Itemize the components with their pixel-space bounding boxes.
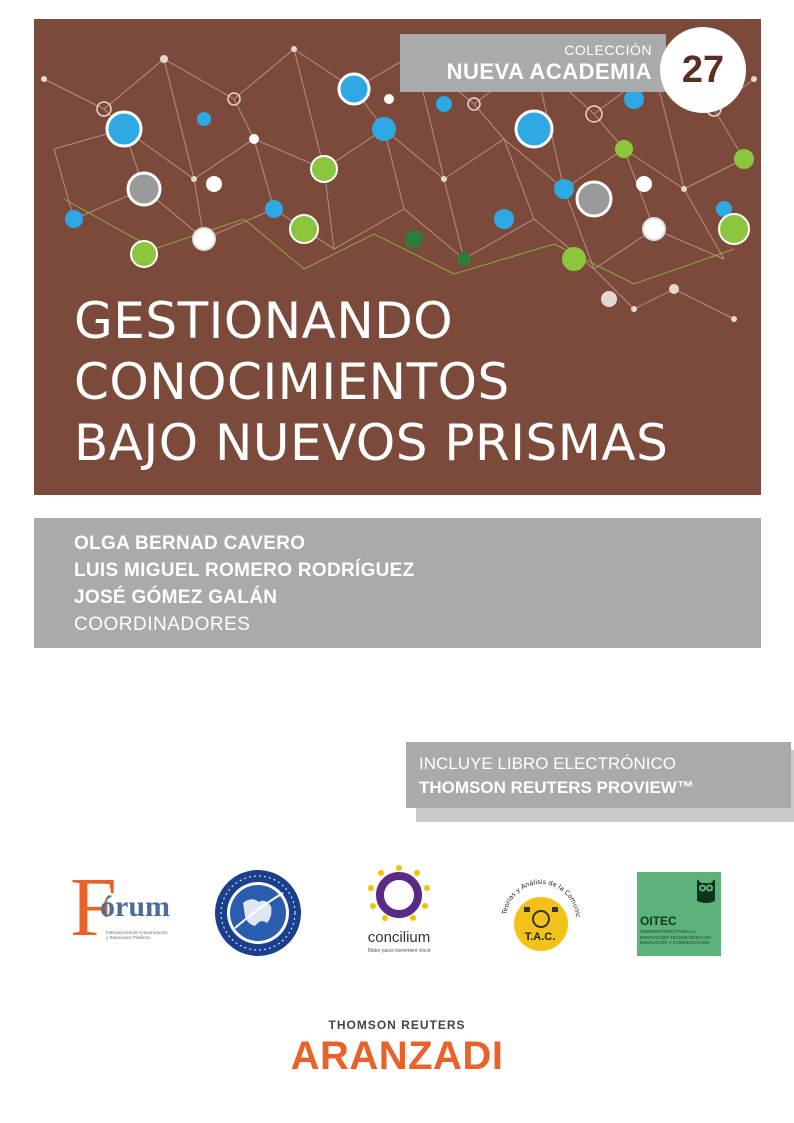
title-line-2: CONOCIMIENTOS [74, 353, 510, 411]
collection-banner [400, 34, 666, 92]
author-2: LUIS MIGUEL ROMERO RODRÍGUEZ [74, 560, 415, 581]
collection-number: 27 [681, 48, 725, 91]
book-title [74, 291, 754, 474]
ebook-line-1: INCLUYE LIBRO ELECTRÓNICO [419, 754, 676, 773]
forum-logo [70, 861, 170, 958]
forum-logo-word: órum [100, 890, 170, 923]
collection-number-badge [660, 27, 746, 113]
title-line-3: BAJO NUEVOS PRISMAS [74, 414, 669, 472]
forum-logo-tagline: Internacional de Comunicación y Relaciones Públicas [106, 930, 168, 940]
concilium-ring-icon [359, 864, 439, 928]
concilium-logo [359, 864, 439, 960]
collection-label: COLECCIÓN [564, 42, 652, 58]
oitec-logo-name: OITEC [640, 914, 677, 928]
publisher-parent: THOMSON REUTERS [328, 1018, 466, 1032]
author-3: JOSÉ GÓMEZ GALÁN [74, 587, 278, 608]
ebook-line-2: THOMSON REUTERS PROVIEW™ [419, 778, 694, 797]
concilium-logo-tagline: Mater pacis merement vincit [367, 948, 431, 954]
collection-name: NUEVA ACADEMIA [446, 59, 652, 84]
authors-band [34, 518, 761, 648]
owl-icon [695, 875, 717, 905]
publisher-name: ARANZADI [290, 1034, 504, 1078]
tac-logo-text: T.A.C. [524, 931, 556, 943]
oitec-logo [637, 872, 721, 956]
author-1: OLGA BERNAD CAVERO [74, 533, 306, 554]
forum-logo-letter: F [70, 861, 117, 954]
tac-logo [494, 869, 588, 959]
ebook-box [406, 742, 791, 808]
tac-logo-arc-text: Teorías y Análisis de la Comunic [500, 877, 583, 919]
globe-icon [213, 868, 303, 958]
oitec-logo-description: OBSERVATORIO PARA LA INNOVACIÓN TECNOLÓGICA EN EDUCACIÓN Y COMUNICACIÓN [640, 929, 711, 945]
concilium-logo-word: concilium [367, 929, 431, 946]
tac-circle-icon [494, 869, 588, 959]
authors-role: COORDINADORES [74, 614, 251, 635]
globe-society-logo [213, 868, 303, 958]
title-line-1: GESTIONANDO [74, 292, 454, 350]
